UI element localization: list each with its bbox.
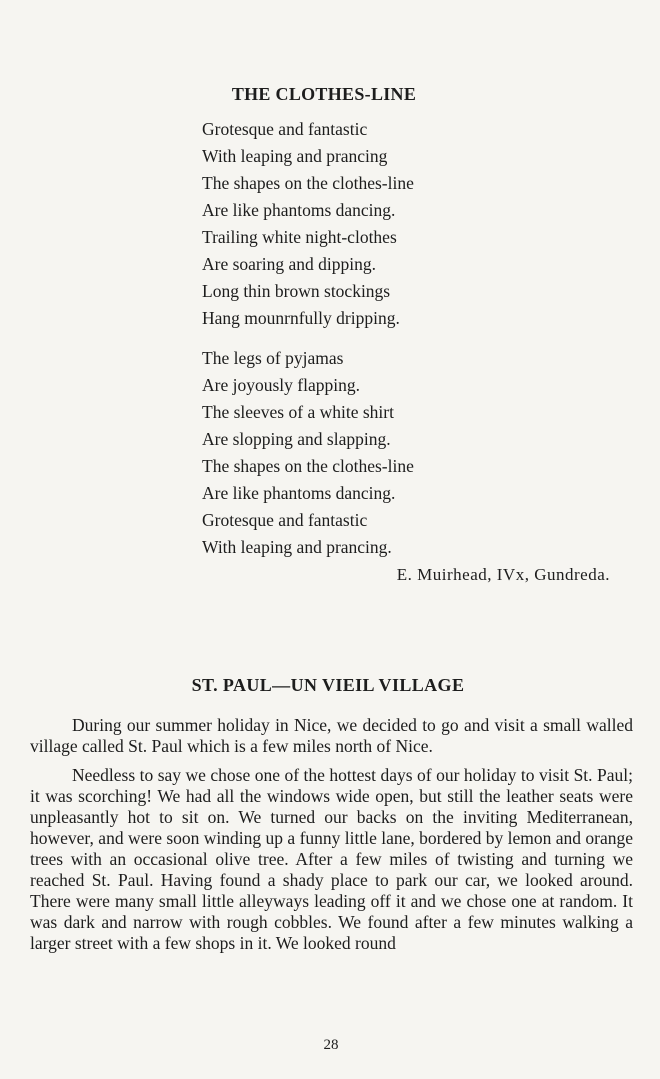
poem-line: Long thin brown stockings <box>202 281 391 301</box>
poem-line: Are joyously flapping. <box>202 375 360 395</box>
article-paragraph: Needless to say we chose one of the hottest days of our holiday to visit St. Paul; it was scorching! We had all the windows wide open, but still the leather seats were unpleasantly hot to sit on. We turned our backs on the inviting Mediterranean, however, and were soon winding up a funny little lane, bordered by lemon and orange trees with an occasional olive tree. After a few miles of twisting and turning we reached St. Paul. Having found a shady place to park our car, we looked around. There were many small little alleyways leading off it and we chose one at random. It was dark and narrow with rough cobbles. We found after a few minutes walking a larger street with a few shops in it. We looked round <box>30 765 633 953</box>
poem-stanza-1 <box>202 116 522 332</box>
stanza-break <box>202 332 522 345</box>
poem-line: Trailing white night-clothes <box>202 227 397 247</box>
article-paragraph: During our summer holiday in Nice, we decided to go and visit a small walled village called St. Paul which is a few miles north of Nice. <box>30 715 633 756</box>
poem-line: The sleeves of a white shirt <box>202 402 394 422</box>
page-number: 28 <box>323 1037 339 1053</box>
poem-line: Grotesque and fantastic <box>202 510 368 530</box>
article-body <box>30 715 633 962</box>
poem-line: Are like phantoms dancing. <box>202 200 396 220</box>
article-title: ST. PAUL—UN VIEIL VILLAGE <box>191 675 465 695</box>
poem-title: THE CLOTHES-LINE <box>231 84 417 104</box>
poem-line: Are like phantoms dancing. <box>202 483 396 503</box>
poem-line: Grotesque and fantastic <box>202 119 368 139</box>
poem-line: With leaping and prancing. <box>202 537 392 557</box>
poem-author: E. Muirhead, IVx, Gundreda. <box>396 565 610 584</box>
poem-line: Are soaring and dipping. <box>202 254 376 274</box>
poem-line: The legs of pyjamas <box>202 348 344 368</box>
poem-line: Are slopping and slapping. <box>202 429 391 449</box>
poem-stanza-2 <box>202 345 522 561</box>
poem-body <box>202 116 522 561</box>
poem-line: The shapes on the clothes-line <box>202 173 414 193</box>
poem-line: The shapes on the clothes-line <box>202 456 414 476</box>
poem-line: With leaping and prancing <box>202 146 388 166</box>
poem-line: Hang mounrnfully dripping. <box>202 308 400 328</box>
